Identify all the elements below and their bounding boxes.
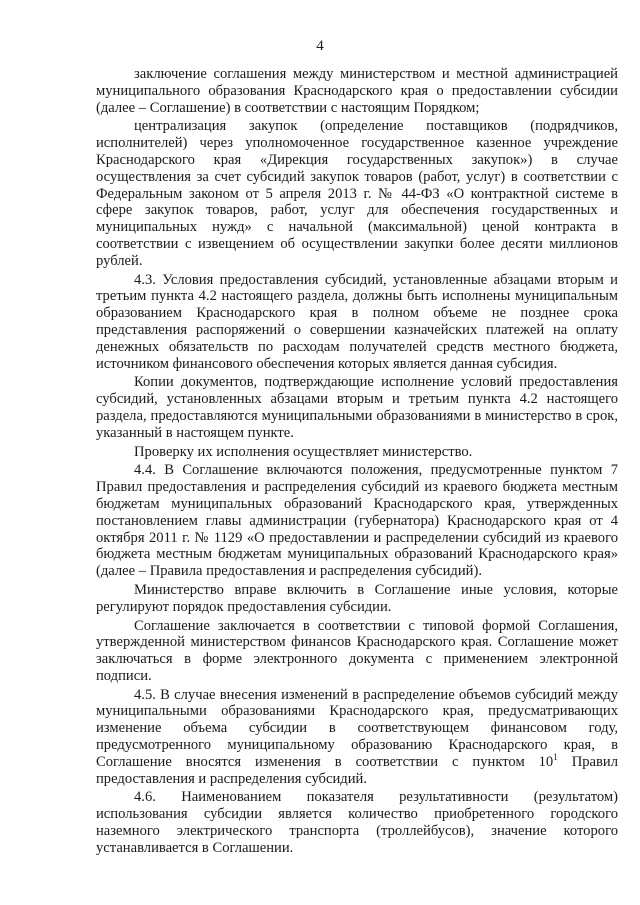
paragraph-document-copies: Копии документов, подтверждающие исполнение условий предоставления субсидий, установленных абзацами вторым и третьим пункта 4.2 настоящего раздела, предоставляются муниципальными образованиями в министерство в срок, указанный в настоящем пункте. xyxy=(96,374,618,441)
paragraph-4-4: 4.4. В Соглашение включаются положения, предусмотренные пунктом 7 Правил предоставления и распределения субсидий из краевого бюджета местным бюджетам муниципальных образований Краснодарского края, утвержденных постановлением главы администрации (губернатора) Краснодарского края от 4 октября 2011 г. № 1129 «О предоставлении и распределении субсидий из краевого бюджета местным бюджетам муниципальных образований Краснодарского края» (далее – Правила предоставления и распределения субсидий). xyxy=(96,462,618,580)
footnote-superscript: 1 xyxy=(553,751,558,762)
paragraph-other-conditions: Министерство вправе включить в Соглашение иные условия, которые регулируют порядок предоставления субсидии. xyxy=(96,581,618,615)
paragraph-verification: Проверку их исполнения осуществляет министерство. xyxy=(134,443,473,460)
page-number: 4 xyxy=(316,38,324,54)
paragraph-typical-form: Соглашение заключается в соответствии с типовой формой Соглашения, утвержденной министерством финансов Краснодарского края. Соглашение может заключаться в форме электронного документа с применением электронной подписи. xyxy=(96,617,618,684)
document-body xyxy=(96,66,618,859)
paragraph-procurement-centralization: централизация закупок (определение поставщиков (подрядчиков, исполнителей) через уполномоченное государственное казенное учреждение Краснодарского края «Дирекция государственных закупок») в случае осуществления за счет субсидий закупок товаров (работ, услуг) в соответствии с Федеральным законом от 5 апреля 2013 г. № 44-ФЗ «О контрактной системе в сфере закупок товаров, работ, услуг для обеспечения государственных и муниципальных нужд» с начальной (максимальной) ценой контракта в соответствии с извещением об осуществлении закупки более десяти миллионов рублей. xyxy=(96,118,618,269)
paragraph-4-5-tail: Правил предоставления и распределения субсидий. xyxy=(96,753,618,787)
paragraph-4-5-main: 4.5. В случае внесения изменений в распределение объемов субсидий между муниципальными образованиями Краснодарского края, предусматривающих изменение объема субсидии в соответствующем финансовом году, предусмотренного муниципальному образованию Краснодарского края, в Соглашение вносятся изменения в соответствии с пунктом 10 xyxy=(96,686,618,770)
paragraph-4-3: 4.3. Условия предоставления субсидий, установленные абзацами вторым и третьим пункта 4.2 настоящего раздела, должны быть исполнены муниципальным образованием Краснодарского края в полном объеме не позднее срока представления распоряжений о совершении казначейских платежей на оплату денежных обязательств по расходам получателей средств местного бюджета, источником финансового обеспечения которых является данная субсидия. xyxy=(96,271,618,372)
paragraph-4-5 xyxy=(96,687,618,788)
paragraph-agreement-conclusion: заключение соглашения между министерством и местной администрацией муниципального образования Краснодарского края о предоставлении субсидии (далее – Соглашение) в соответствии с настоящим Порядком; xyxy=(96,66,618,116)
paragraph-4-6: 4.6. Наименованием показателя результативности (результатом) использования субсидии является количество приобретенного городского наземного электрического транспорта (троллейбусов), значение которого устанавливается в Соглашении. xyxy=(96,789,618,856)
